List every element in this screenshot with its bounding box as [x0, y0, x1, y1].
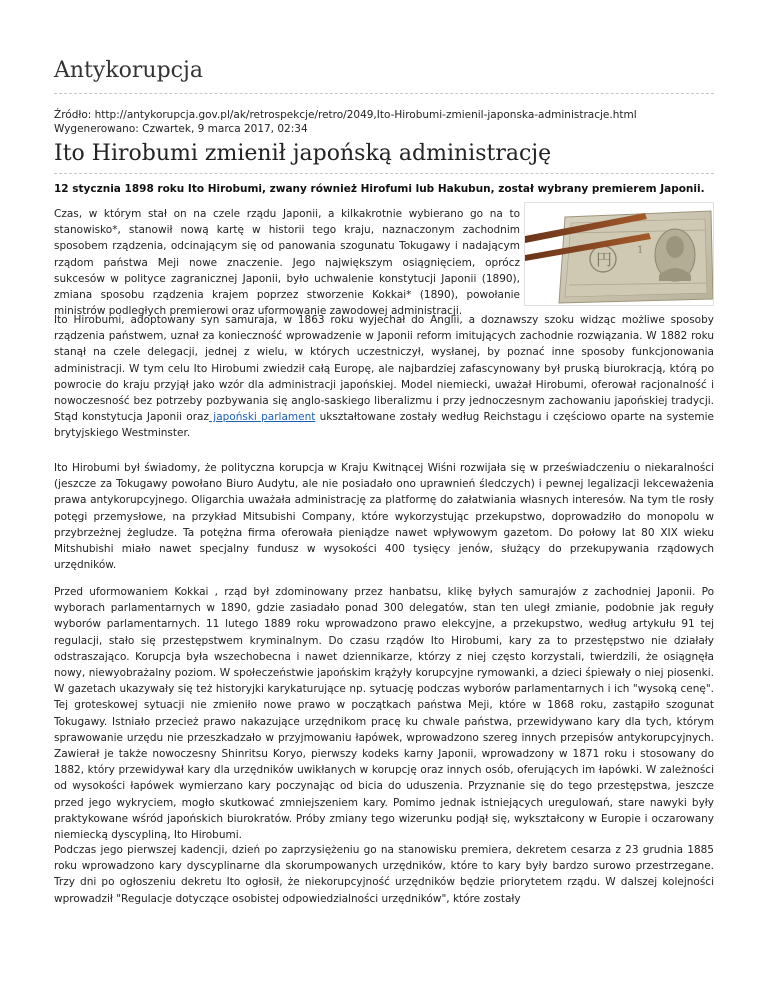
paragraph-2-text-before: Ito Hirobumi, adoptowany syn samuraja, w 1863 roku wyjechał do Anglii, a doznawszy szoku widząc możliwe sposoby rządzenia państwem, uznał za konieczność wprowadzenie w Japonii reform imitujących zachodnie rozwiązania. W 1882 roku stanął na czele delegacji, jednej z wielu, w których uczestniczył, wysłanej, by poznać inne sposoby funkcjonowania administracji. W tym celu Ito Hirobumi zwiedził całą Europę, ale najbardziej zafascynowany był pruską biurokracją, którą po powrocie do kraju przyjął jako wzór dla administracji japońskiej. Model niemiecki, uważał Hirobumi, oferował racjonalność i nowoczesność bez potrzeby pozbywania się anglo-saskiego liberalizmu i przy jednoczesnym zachowaniu japońskiej tradycji. Stąd konstytucja Japonii oraz — [54, 314, 714, 424]
generated-line: Wygenerowano: Czwartek, 9 marca 2017, 02:34 — [54, 123, 308, 135]
link-japanese-parliament[interactable]: japoński parlament — [209, 411, 316, 424]
paragraph-2 — [54, 312, 714, 442]
header-divider — [54, 93, 714, 94]
article-image-banknotes-chopsticks — [524, 202, 714, 306]
source-line: Źródło: http://antykorupcja.gov.pl/ak/retrospekcje/retro/2049,Ito-Hirobumi-zmienil-japonska-administracje.html — [54, 109, 637, 121]
paragraph-5: Podczas jego pierwszej kadencji, dzień po zaprzysiężeniu go na stanowisku premiera, dekretem cesarza z 23 grudnia 1885 roku wprowadzono kary dyscyplinarne dla skorumpowanych urzędników, które to kary były bardzo surowo przestrzegane. Trzy dni po ogłoszeniu dekretu Ito ogłosił, że niekorupcyjność urzędników będzie priorytetem rządu. W dalszej kolejności wprowadził "Regulacje dotyczące osobistej odpowiedzialności urzędników", które zostały — [54, 844, 714, 905]
site-title: Antykorupcja — [54, 58, 203, 83]
article-title: Ito Hirobumi zmienił japońską administrację — [54, 141, 552, 166]
title-divider — [54, 173, 714, 174]
banknotes-chopsticks-illustration — [525, 203, 714, 306]
document-meta — [54, 108, 714, 136]
paragraph-2-text-after: ukształtowane zostały według Reichstagu i częściowo oparte na systemie brytyjskiego Westminster. — [54, 411, 714, 440]
paragraph-4: Przed uformowaniem Kokkai , rząd był zdominowany przez hanbatsu, klikę byłych samurajów z zachodniej Japonii. Po wyborach parlamentarnych w 1890, gdzie zasiadało ponad 300 delegatów, stan ten uległ zmianie, podobnie jak reguły wyborów parlamentarnych. 11 lutego 1889 roku wprowadzono prawo elekcyjne, a przekupstwo, według artykułu 91 tej regulacji, stało się przestępstwem kryminalnym. Do czasu rządów Ito Hirobumi, kary za to przestępstwo nie działały odstraszająco. Korupcja była wszechobecna i nawet dziennikarze, którzy z niej często korzystali, twierdzili, że osiągnęła nowy, niewyobrażalny poziom. W społeczeństwie japońskim krążyły korupcyjne rymowanki, a dzieci śpiewały o niej piosenki. W gazetach ukazywały się też historyjki karykaturujące np. sytuację podczas wyborów parlamentarnych i ich "wysoką cenę". Tej groteskowej sytuacji nie zmieniło nowe prawo w początkach państwa Meji, które w 1868 roku, zastąpiło szogunat Tokugawy. Istniało przecież prawo nakazujące urzędnikom pracę ku chwale państwa, przewidywano kary dla tych, którym sprawowanie urzędu nie przeszkadzało w przyjmowaniu łapówek, wprowadzono szereg innych przepisów antykorupcyjnych. Zawierał je także nowoczesny Shinritsu Koryo, pierwszy kodeks karny Japonii, wprowadzony w 1871 roku i stosowany do 1882, który przewidywał kary dla urzędników uwikłanych w korupcję oraz innych osób, oferujących im łapówki. W zależności od wysokości łapówek wymierzano kary poczynając od bicia do uduszenia. Przyznanie się do tego przestępstwa, jeszcze przed jego wykryciem, mogło skutkować zmniejszeniem kary. Pomimo jednak istniejących uregulowań, stare nawyki były praktykowane wśród japońskich biurokratów. Próby zmiany tego wizerunku podjął się, wykształcony w Europie i oczarowany niemiecką dyscypliną, Ito Hirobumi. — [54, 586, 714, 842]
paragraph-1: Czas, w którym stał on na czele rządu Japonii, a kilkakrotnie wybierano go na to stanowisko*, stanowił nową kartę w historii tego kraju, naznaczonym zachodnim sposobem rządzenia, odcinającym się od panowania szogunatu Tokugawy i nadającym rządom państwa Meji nowe znaczenie. Jego największym osiągnięciem, oprócz sukcesów w polityce zagranicznej Japonii, było uchwalenie konstytucji Japonii (1890), zmiana sposobu rządzenia krajem poprzez stworzenie Kokkai* (1890), powołanie ministrów podległych premierowi oraz uformowanie zawodowej administracji. — [54, 208, 520, 318]
paragraph-3: Ito Hirobumi był świadomy, że polityczna korupcja w Kraju Kwitnącej Wiśni rozwijała się w przeświadczeniu o niekaralności (jeszcze za Tokugawy powołano Biuro Audytu, ale nie posiadało ono uprawnień śledczych) i pewnej legalizacji lekceważenia prawa antykorupcyjnego. Oligarchia uważała administrację za platformę do załatwiania własnych interesów. Na tym tle rosły potęgi przemysłowe, na przykład Mitsubishi Company, które wykorzystując przekupstwo, doprowadziło do monopolu w przybrzeżnej żegludze. Ta potężna firma oferowała pieniądze nawet wpływowym gazetom. Do połowy lat 80 XIX wieku Mitshubishi miało nawet specjalny fundusz w wysokości 400 tysięcy jenów, służący do przekupywania rządowych urzędników. — [54, 462, 714, 572]
article-lead: 12 stycznia 1898 roku Ito Hirobumi, zwany również Hirofumi lub Hakubun, został wybrany premierem Japonii. — [54, 183, 705, 195]
banknote-numeral: 1 — [637, 245, 644, 256]
banknote-glyph: 円 — [596, 250, 613, 269]
